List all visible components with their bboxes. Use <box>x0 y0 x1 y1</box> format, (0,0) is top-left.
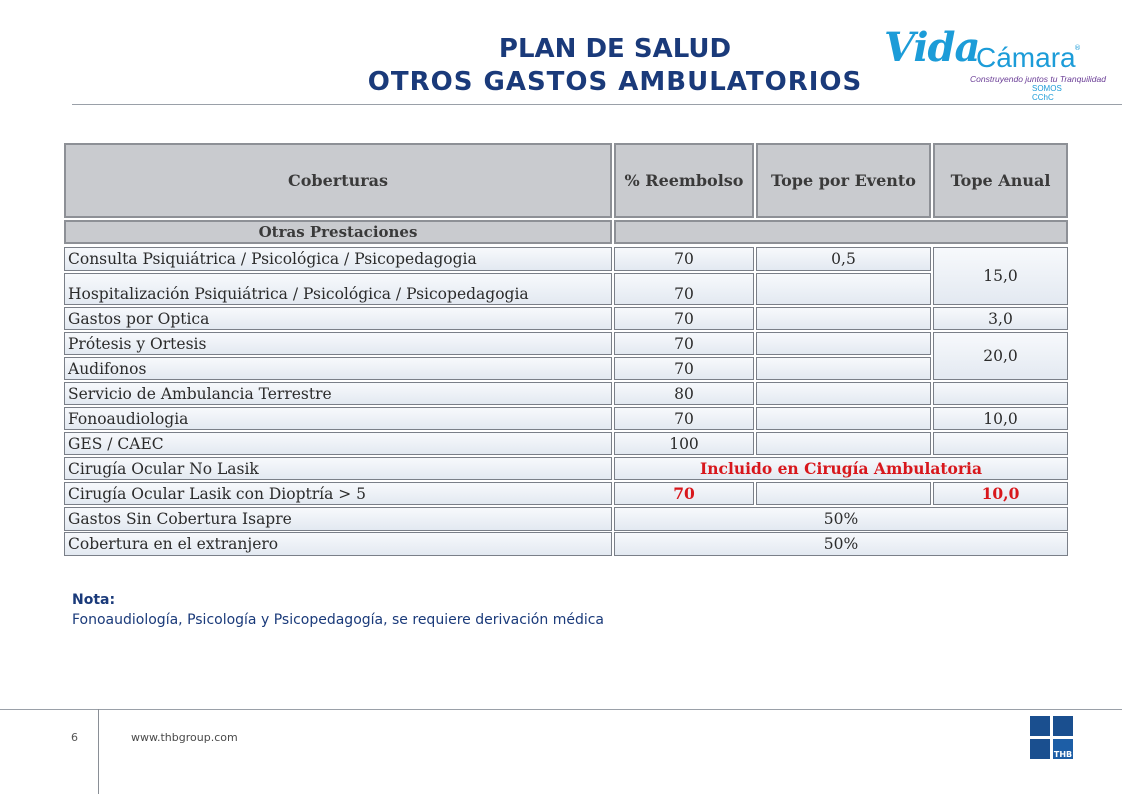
page-subtitle: OTROS GASTOS AMBULATORIOS <box>367 67 863 97</box>
table-row-name: Consulta Psiquiátrica / Psicológica / Psicopedagogia <box>64 247 612 271</box>
note-heading: Nota: <box>72 592 116 608</box>
table-row-pct: 70 <box>614 247 754 271</box>
table-row-name: Audifonos <box>64 357 612 380</box>
ocular-lasik-anual: 10,0 <box>933 482 1068 505</box>
table-row-anual: 10,0 <box>933 407 1068 430</box>
thb-logo <box>1030 716 1074 760</box>
table-row-pct: 80 <box>614 382 754 405</box>
table-row-name: Hospitalización Psiquiátrica / Psicológica / Psicopedagogia <box>64 273 612 305</box>
coverage-table <box>64 143 1069 556</box>
note-text: Fonoaudiología, Psicología y Psicopedagogía, se requiere derivación médica <box>72 612 604 628</box>
table-row-evento <box>756 332 931 355</box>
table-row-name: Gastos por Optica <box>64 307 612 330</box>
thb-logo-square <box>1053 716 1073 736</box>
logo-camara-text: Cámara <box>976 42 1076 73</box>
table-row-anual-merged: 20,0 <box>933 332 1068 380</box>
table-row-evento <box>756 307 931 330</box>
logo-vida-text: Vida <box>884 24 980 71</box>
footer-vertical-divider <box>98 709 99 794</box>
website-link[interactable]: www.thbgroup.com <box>131 731 238 744</box>
table-row-pct: 70 <box>614 307 754 330</box>
table-row-name: Cobertura en el extranjero <box>64 532 612 556</box>
section-otras-prestaciones: Otras Prestaciones <box>64 220 612 244</box>
ocular-lasik-evento <box>756 482 931 505</box>
ocular-lasik-pct: 70 <box>614 482 754 505</box>
table-row-name: Servicio de Ambulancia Terrestre <box>64 382 612 405</box>
table-row-evento <box>756 432 931 455</box>
thb-logo-square <box>1030 716 1050 736</box>
page-title: PLAN DE SALUD <box>498 34 732 64</box>
header-tope-anual: Tope Anual <box>933 143 1068 218</box>
note-block <box>72 592 604 628</box>
table-row-pct: 70 <box>614 273 754 305</box>
header-tope-evento: Tope por Evento <box>756 143 931 218</box>
logo-somos: SOMOS CChC <box>1032 84 1062 102</box>
table-row-name: Gastos Sin Cobertura Isapre <box>64 507 612 531</box>
page-number: 6 <box>71 731 78 744</box>
header-reembolso: % Reembolso <box>614 143 754 218</box>
table-row-evento <box>756 357 931 380</box>
footer-divider <box>0 709 1122 710</box>
table-row-name: GES / CAEC <box>64 432 612 455</box>
header-divider <box>72 104 1122 105</box>
ocular-no-lasik-value: Incluido en Cirugía Ambulatoria <box>614 457 1068 480</box>
table-row-value: 50% <box>614 507 1068 531</box>
table-row-name: Prótesis y Ortesis <box>64 332 612 355</box>
table-row-anual-merged: 15,0 <box>933 247 1068 305</box>
table-row-anual <box>933 382 1068 405</box>
vidacamara-logo <box>884 20 1106 102</box>
section-spacer <box>614 220 1068 244</box>
logo-registered-mark: ® <box>1074 44 1081 52</box>
table-row-evento: 0,5 <box>756 247 931 271</box>
table-row-evento <box>756 273 931 305</box>
thb-logo-text: THB <box>1053 739 1073 759</box>
thb-logo-square <box>1030 739 1050 759</box>
table-row-name: Fonoaudiologia <box>64 407 612 430</box>
table-row-pct: 70 <box>614 357 754 380</box>
table-row-pct: 70 <box>614 332 754 355</box>
table-row-evento <box>756 407 931 430</box>
table-row-pct: 70 <box>614 407 754 430</box>
logo-tagline: Construyendo juntos tu Tranquilidad <box>970 74 1106 84</box>
table-row-anual: 3,0 <box>933 307 1068 330</box>
table-row-pct: 100 <box>614 432 754 455</box>
table-row-name: Cirugía Ocular No Lasik <box>64 457 612 480</box>
table-row-anual <box>933 432 1068 455</box>
header-coberturas: Coberturas <box>64 143 612 218</box>
table-row-name: Cirugía Ocular Lasik con Dioptría > 5 <box>64 482 612 505</box>
table-row-evento <box>756 382 931 405</box>
table-row-value: 50% <box>614 532 1068 556</box>
